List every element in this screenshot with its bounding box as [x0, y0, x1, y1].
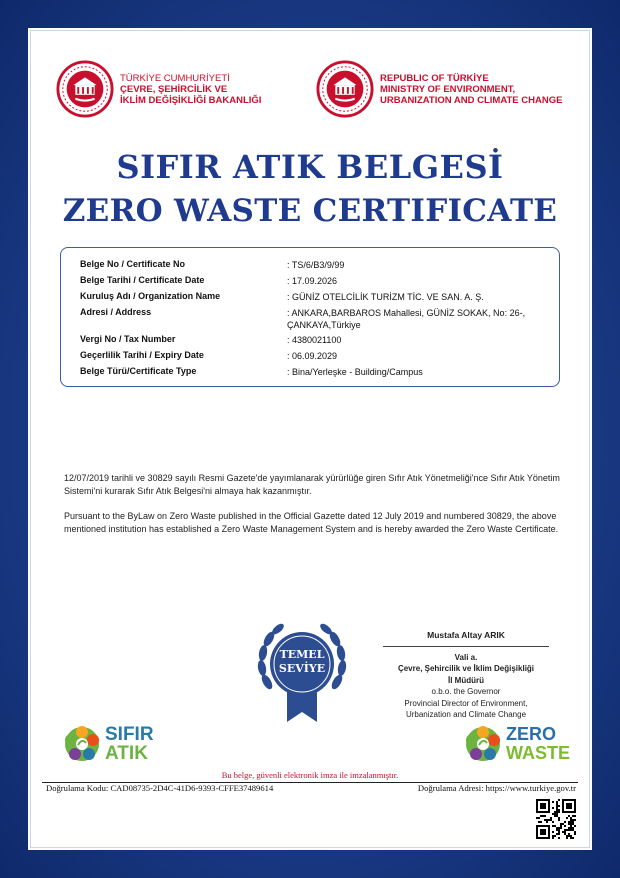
- detail-value: : 06.09.2029: [287, 351, 338, 361]
- sifir-text: SIFIR: [105, 724, 154, 745]
- signatory-role-en-2: Provincial Director of Environment,: [404, 698, 528, 708]
- detail-value: : GÜNİZ OTELCİLİK TURİZM TİC. VE SAN. A. Ş.: [287, 292, 484, 302]
- detail-value: [287, 307, 547, 331]
- signatory-role-1: Vali a.: [454, 652, 478, 662]
- zero-text: ZERO: [506, 724, 557, 744]
- zero-waste-flower-icon: [463, 724, 503, 764]
- detail-value: : 4380021100: [287, 335, 342, 345]
- detail-label: Adresi / Address: [80, 307, 152, 317]
- detail-value: : 17.09.2026: [287, 276, 338, 286]
- detail-label: Geçerlilik Tarihi / Expiry Date: [80, 350, 204, 360]
- detail-label: Kuruluş Adı / Organization Name: [80, 291, 221, 301]
- certificate-title-en: ZERO WASTE CERTIFICATE: [62, 193, 558, 229]
- ministry-name-en: [380, 73, 562, 106]
- verification-code: Doğrulama Kodu: CAD08735-2D4C-41D6-9393-CFFE37489614: [46, 783, 274, 793]
- ministry-tr-line1: TÜRKİYE CUMHURİYETİ: [120, 72, 230, 84]
- zero-waste-logo: [463, 724, 570, 764]
- address-line-1: : ANKARA,BARBAROS Mahallesi, GÜNİZ SOKAK, No: 26-,: [287, 308, 526, 318]
- signatory-role-3: İl Müdürü: [448, 675, 484, 685]
- address-line-2: ÇANKAYA,Türkiye: [287, 320, 361, 330]
- badge-line1: TEMEL: [279, 648, 325, 661]
- certificate-title-tr: SIFIR ATIK BELGESİ: [116, 148, 504, 186]
- ministry-name-tr: [120, 73, 261, 106]
- signature-block: [383, 630, 549, 721]
- waste-text: WASTE: [506, 743, 571, 763]
- signatory-name: Mustafa Altay ARIK: [383, 630, 549, 647]
- zero-waste-text: [506, 725, 570, 763]
- signatory-role-en-1: o.b.o. the Governor: [431, 687, 501, 696]
- detail-label: Belge No / Certificate No: [80, 259, 186, 269]
- detail-label: Belge Tarihi / Certificate Date: [80, 275, 205, 285]
- ministry-en-line3: URBANIZATION AND CLIMATE CHANGE: [380, 94, 563, 106]
- ministry-seal-icon: [56, 60, 114, 118]
- paragraph-en: Pursuant to the ByLaw on Zero Waste published in the Official Gazette dated 12 July 2019 and numbered 30829, the above mentioned institution has established a Zero Waste Management System and is hereby awarded the Zero Waste Certificate.: [64, 511, 559, 534]
- badge-line2: SEVİYE: [278, 662, 326, 675]
- detail-label: Belge Türü/Certificate Type: [80, 366, 197, 376]
- verification-address[interactable]: Doğrulama Adresi: https://www.turkiye.gov.tr: [417, 783, 576, 793]
- badge-text: [262, 648, 342, 676]
- paragraph-tr: 12/07/2019 tarihli ve 30829 sayılı Resmi Gazete'de yayımlanarak yürürlüğe giren Sıfır Atık Yönetmeliği'nce Sıfır Atık Yönetim Sistemi'ni kurarak Sıfır Atık Belgesi'ni almaya hak kazanmıştır.: [64, 473, 560, 496]
- detail-label: Vergi No / Tax Number: [80, 334, 176, 344]
- sifir-atik-text: [105, 725, 154, 763]
- ministry-en-line1: REPUBLIC OF TÜRKİYE: [380, 72, 489, 84]
- detail-value: : Bina/Yerleşke - Building/Campus: [287, 367, 423, 377]
- zero-waste-flower-icon: [62, 724, 102, 764]
- ministry-header-tr: [56, 60, 261, 118]
- ministry-seal-icon: [316, 60, 374, 118]
- sifir-atik-logo: [62, 724, 154, 764]
- signatory-role-2: Çevre, Şehircilik ve İklim Değişikliği: [397, 664, 535, 673]
- signatory-role-en-3: Urbanization and Climate Change: [405, 710, 527, 719]
- ministry-header-en: [316, 60, 562, 118]
- atik-text: ATIK: [105, 743, 148, 764]
- detail-value: : TS/6/B3/9/99: [287, 260, 345, 270]
- ministry-tr-line3: İKLİM DEĞİŞİKLİĞİ BAKANLIĞI: [120, 94, 262, 106]
- ministry-tr-line2: ÇEVRE, ŞEHİRCİLİK VE: [120, 83, 228, 95]
- e-signature-note: Bu belge, güvenli elektronik imza ile imzalanmıştır.: [221, 770, 399, 780]
- qr-code-icon[interactable]: [536, 799, 576, 839]
- ministry-en-line2: MINISTRY OF ENVIRONMENT,: [380, 83, 516, 95]
